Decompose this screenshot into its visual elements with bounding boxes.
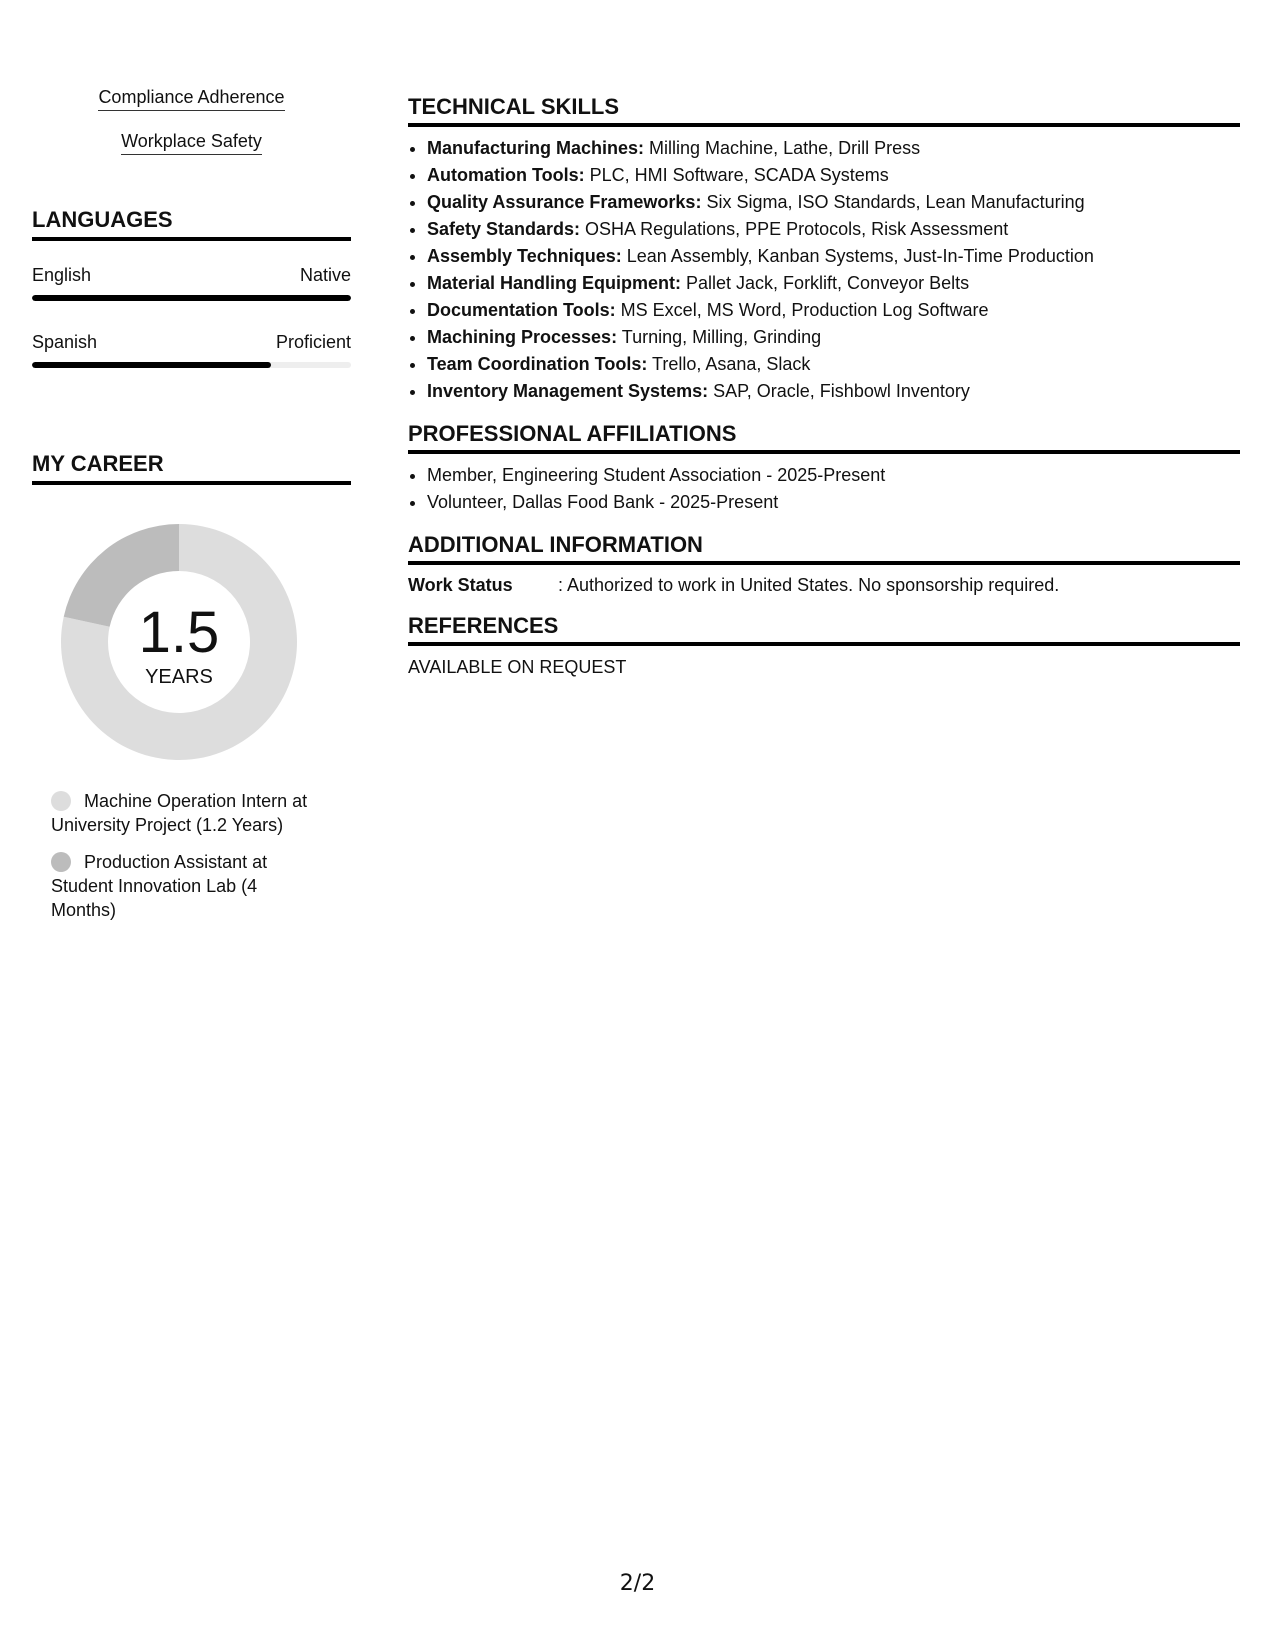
sidebar: [32, 86, 351, 922]
career-section: [32, 450, 351, 922]
affiliations-heading: PROFESSIONAL AFFILIATIONS: [408, 420, 1240, 454]
skill-values: PLC, HMI Software, SCADA Systems: [584, 165, 889, 185]
skill-category: Quality Assurance Frameworks:: [427, 192, 702, 212]
language-bar-fill: [32, 362, 271, 368]
list-item: [427, 270, 1240, 297]
skill-values: OSHA Regulations, PPE Protocols, Risk Assessment: [580, 219, 1009, 239]
list-item: [427, 351, 1240, 378]
skill-tag: Workplace Safety: [121, 130, 262, 155]
affiliations-list: [408, 462, 1240, 516]
language-bar: [32, 362, 351, 368]
work-status-value: : Authorized to work in United States. No sponsorship required.: [558, 575, 1060, 595]
list-item: [427, 162, 1240, 189]
list-item: [427, 324, 1240, 351]
career-donut-chart: [56, 519, 302, 765]
legend-dot: [51, 852, 71, 872]
language-level: Proficient: [275, 332, 351, 352]
skill-category: Assembly Techniques:: [427, 246, 622, 266]
additional-info-section: [408, 531, 1240, 597]
affiliations-section: [408, 420, 1240, 516]
skill-category: Inventory Management Systems:: [427, 381, 709, 401]
languages-section: [32, 206, 351, 368]
list-item: [427, 378, 1240, 405]
list-item: • Member, Engineering Student Association - 2025-Present: [427, 462, 1240, 489]
additional-info-heading: ADDITIONAL INFORMATION: [408, 531, 1240, 565]
technical-skills-list: [408, 135, 1240, 405]
skill-tag: Compliance Adherence: [98, 86, 284, 111]
skill-values: Trello, Asana, Slack: [647, 354, 811, 374]
skill-category: Manufacturing Machines:: [427, 138, 645, 158]
languages-heading: LANGUAGES: [32, 206, 351, 241]
work-status-label: Work Status: [408, 575, 513, 595]
legend-dot: [51, 791, 71, 811]
language-bar-fill: [32, 295, 351, 301]
legend-label: Production Assistant at Student Innovation Lab (4 Months): [51, 852, 268, 920]
language-bar: [32, 295, 351, 301]
skill-category: Automation Tools:: [427, 165, 585, 185]
skill-values: Turning, Milling, Grinding: [617, 327, 822, 347]
list-item: [427, 297, 1240, 324]
technical-skills-section: [408, 93, 1240, 405]
language-level: Native: [299, 265, 351, 285]
language-name: English: [32, 265, 92, 285]
career-total-value: 1.5: [138, 600, 220, 665]
language-name: Spanish: [32, 332, 98, 352]
career-legend: [51, 789, 321, 922]
main-content: [408, 93, 1240, 679]
skill-category: Documentation Tools:: [427, 300, 616, 320]
skill-values: MS Excel, MS Word, Production Log Software: [615, 300, 989, 320]
list-item: [427, 243, 1240, 270]
page-number: 2/2: [619, 1571, 656, 1596]
skill-values: SAP, Oracle, Fishbowl Inventory: [708, 381, 970, 401]
legend-label: Machine Operation Intern at University Project (1.2 Years): [51, 791, 308, 835]
skill-values: Pallet Jack, Forklift, Conveyor Belts: [681, 273, 970, 293]
list-item: [427, 135, 1240, 162]
skill-values: Milling Machine, Lathe, Drill Press: [644, 138, 921, 158]
references-text: AVAILABLE ON REQUEST: [408, 657, 627, 677]
skill-values: Lean Assembly, Kanban Systems, Just-In-Time Production: [621, 246, 1094, 266]
references-section: [408, 612, 1240, 679]
skill-category: Material Handling Equipment:: [427, 273, 682, 293]
skill-category: Safety Standards:: [427, 219, 581, 239]
list-item: • Volunteer, Dallas Food Bank - 2025-Present: [427, 489, 1240, 516]
career-total-unit: YEARS: [145, 666, 213, 688]
work-status-row: [408, 573, 1240, 597]
donut-center: [56, 600, 302, 689]
career-heading: MY CAREER: [32, 450, 351, 485]
career-legend-item: [51, 850, 321, 922]
language-item: [32, 331, 351, 368]
skill-category: Machining Processes:: [427, 327, 618, 347]
skill-values: Six Sigma, ISO Standards, Lean Manufacturing: [701, 192, 1085, 212]
list-item: [427, 216, 1240, 243]
language-item: [32, 264, 351, 301]
list-item: [427, 189, 1240, 216]
career-legend-item: [51, 789, 321, 837]
skill-category: Team Coordination Tools:: [427, 354, 648, 374]
references-heading: REFERENCES: [408, 612, 1240, 646]
technical-skills-heading: TECHNICAL SKILLS: [408, 93, 1240, 127]
